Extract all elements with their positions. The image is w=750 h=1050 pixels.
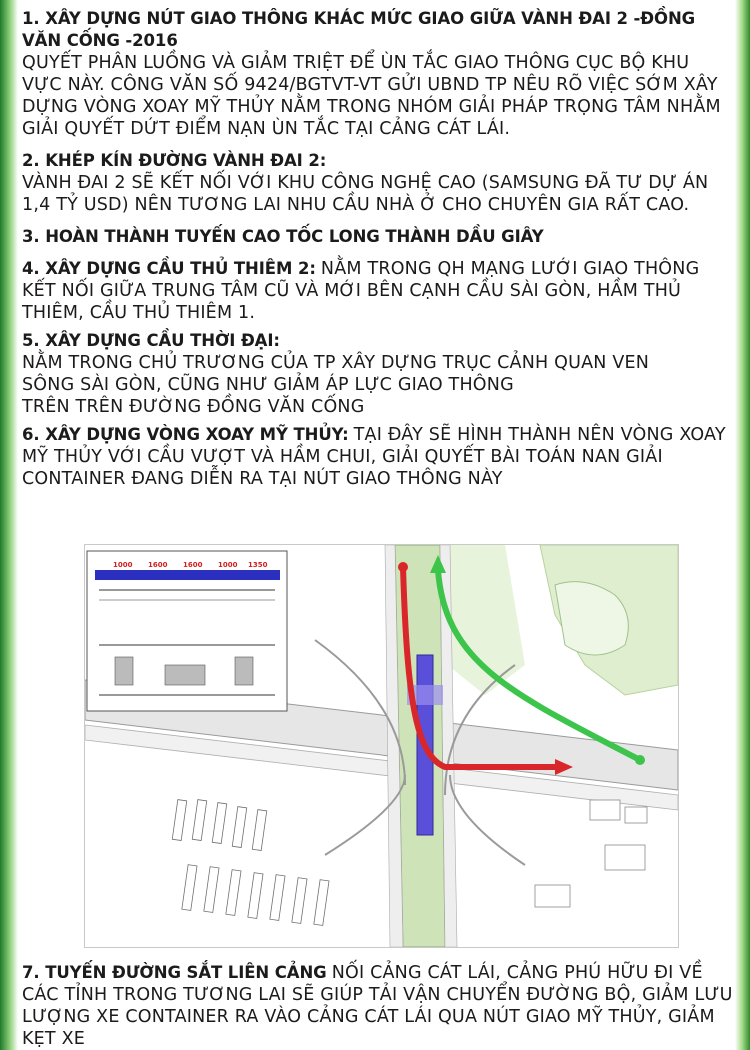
section-6 [22,424,734,490]
section-4-heading: 4. XÂY DỰNG CẦU THỦ THIÊM 2: [22,259,316,278]
interchange-plan-image [84,544,679,948]
section-7-heading: 7. TUYẾN ĐƯỜNG SẮT LIÊN CẢNG [22,963,327,982]
section-7-body: NỐI CẢNG CÁT LÁI, CẢNG PHÚ HỮU ĐI VỀ CÁC TỈNH TRONG TƯƠNG LAI SẼ GIÚP TẢI VẬN CHUYỂN ĐƯỜNG BỘ, GIẢM LƯU LƯỢNG XE CONTAINER RA VÀO CẢNG CÁT LÁI QUA NÚT GIAO MỸ THỦY, GIẢM KẸT XE [22,963,733,1049]
section-4-body: NẰM TRONG QH MẠNG LƯỚI GIAO THÔNG KẾT NỐI GIỮA TRUNG TÂM CŨ VÀ MỚI BÊN CẠNH CẦU SÀI GÒN, HẦM THỦ THIÊM, CẦU THỦ THIÊM 1. [22,259,700,323]
section-2-body: VÀNH ĐAI 2 SẼ KẾT NỐI VỚI KHU CÔNG NGHỆ CAO (SAMSUNG ĐÃ TƯ DỰ ÁN 1,4 TỶ USD) NÊN TƯƠNG LAI NHU CẦU NHÀ Ở CHO CHUYÊN GIA RẤT CAO. [22,173,709,215]
inset-dim-5: 1350 [248,561,268,569]
section-2-heading: 2. KHÉP KÍN ĐƯỜNG VÀNH ĐAI 2: [22,151,327,170]
document-body [22,8,734,490]
section-6-heading: 6. XÂY DỰNG VÒNG XOAY MỸ THỦY: [22,425,349,444]
section-7 [22,962,734,1050]
section-5-body-line-3: TRÊN TRÊN ĐƯỜNG ĐỒNG VĂN CỐNG [22,397,365,417]
interchange-plan-drawing [85,545,678,947]
inset-dim-4: 1000 [218,561,238,569]
inset-dim-3: 1600 [183,561,203,569]
section-5-body-line-2: SÔNG SÀI GÒN, CŨNG NHƯ GIẢM ÁP LỰC GIAO THÔNG [22,375,514,395]
section-6-body: TẠI ĐÂY SẼ HÌNH THÀNH NÊN VÒNG XOAY MỸ THỦY VỚI CẦU VƯỢT VÀ HẦM CHUI, GIẢI QUYẾT BÀI TOÁN NAN GIẢI CONTAINER ĐANG DIỄN RA TẠI NÚT GIAO THÔNG NÀY [22,425,726,489]
section-2 [22,150,734,216]
section-5 [22,330,734,418]
section-5-heading: 5. XÂY DỰNG CẦU THỜI ĐẠI: [22,331,280,350]
section-3-heading: 3. HOÀN THÀNH TUYẾN CAO TỐC LONG THÀNH DẦU GIÂY [22,227,544,246]
section-1-heading: 1. XÂY DỰNG NÚT GIAO THÔNG KHÁC MỨC GIAO GIỮA VÀNH ĐAI 2 -ĐỒNG VĂN CỐNG -2016 [22,9,696,50]
section-1 [22,8,734,140]
inset-dim-2: 1600 [148,561,168,569]
section-4 [22,258,734,324]
section-1-body: QUYẾT PHÂN LUỒNG VÀ GIẢM TRIỆT ĐỂ ÙN TẮC GIAO THÔNG CỤC BỘ KHU VỰC NÀY. CÔNG VĂN SỐ 9424/BGTVT-VT GỬI UBND TP NÊU RÕ VIỆC SỚM XÂY DỰNG VÒNG XOAY MỸ THỦY NẰM TRONG NHÓM GIẢI PHÁP TRỌNG TÂM NHẰM GIẢI QUYẾT DỨT ĐIỂM NẠN ÙN TẮC TẠI CẢNG CÁT LÁI. [22,53,721,139]
section-5-body-line-1: NẰM TRONG CHỦ TRƯƠNG CỦA TP XÂY DỰNG TRỤC CẢNH QUAN VEN [22,353,650,373]
section-3 [22,226,734,248]
inset-dim-1: 1000 [113,561,133,569]
